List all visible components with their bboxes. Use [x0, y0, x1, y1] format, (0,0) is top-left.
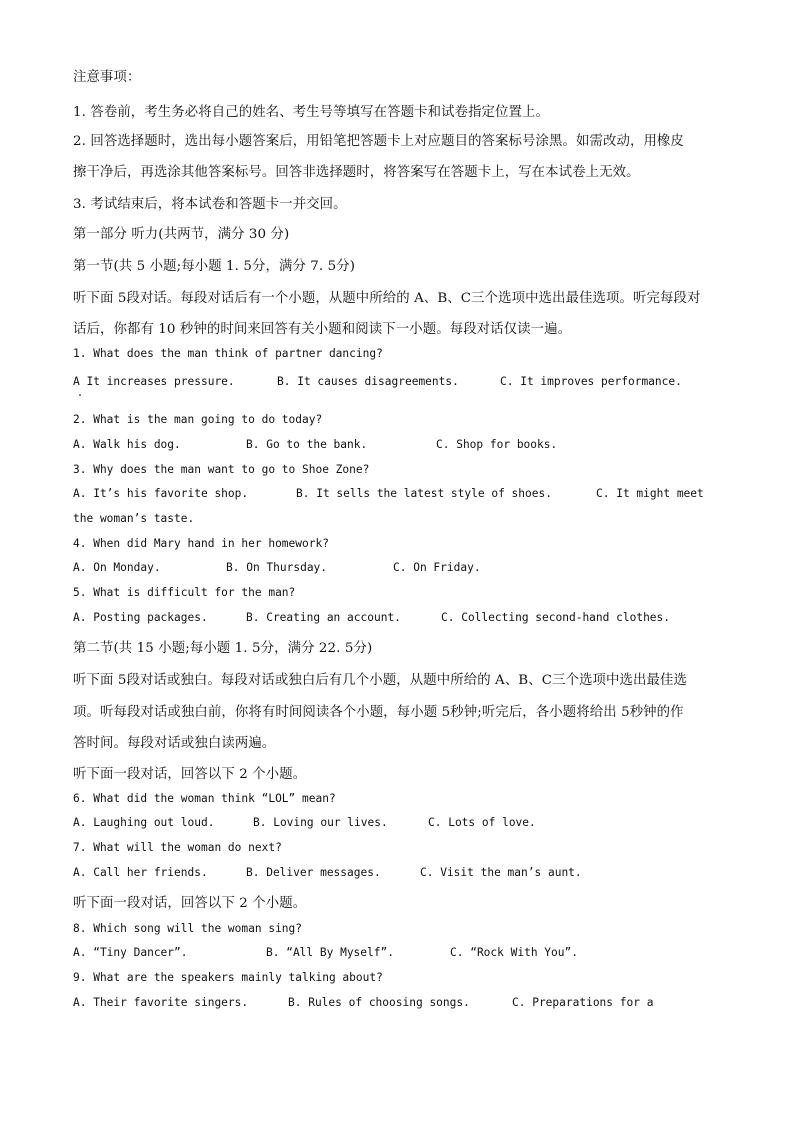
- question-4: 4. When did Mary hand in her homework?: [73, 537, 329, 550]
- question-3: 3. Why does the man want to go to Shoe Zone?: [73, 463, 370, 476]
- q9-option-a: A. Their favorite singers.: [73, 996, 249, 1009]
- question-6: 6. What did the woman think “LOL” mean?: [73, 792, 336, 805]
- section2-instructions-3: 答时间。每段对话或独白读两遍。: [73, 736, 276, 751]
- dialogue-group-2: 听下面一段对话，回答以下 2 个小题。: [73, 896, 307, 911]
- q7-option-c: C. Visit the man’s aunt.: [420, 866, 582, 879]
- q5-option-c: C. Collecting second-hand clothes.: [441, 611, 671, 624]
- section2-instructions-2: 项。听每段对话或独白前，你将有时间阅读各个小题，每小题 5秒钟;听完后，各小题将给出 5秒钟的作: [73, 705, 684, 720]
- q4-option-c: C. On Friday.: [393, 561, 481, 574]
- section1-instructions-1: 听下面 5段对话。每段对话后有一个小题，从题中所给的 A、B、C三个选项中选出最佳选项。听完每段对: [73, 291, 701, 306]
- q2-option-c: C. Shop for books.: [436, 438, 558, 451]
- q5-option-a: A. Posting packages.: [73, 611, 208, 624]
- question-1: 1. What does the man think of partner dancing?: [73, 347, 383, 360]
- q8-option-c: C. “Rock With You”.: [450, 946, 578, 959]
- q2-option-a: A. Walk his dog.: [73, 438, 181, 451]
- dialogue-group-1: 听下面一段对话，回答以下 2 个小题。: [73, 767, 307, 782]
- q7-option-a: A. Call her friends.: [73, 866, 208, 879]
- part1-title: 第一部分 听力(共两节，满分 30 分): [73, 227, 290, 242]
- q1-option-a: A It increases pressure.: [73, 375, 235, 388]
- q3-option-a: A. It’s his favorite shop.: [73, 487, 249, 500]
- notice-item-1: 1. 答卷前，考生务必将自己的姓名、考生号等填写在答题卡和试卷指定位置上。: [73, 105, 550, 120]
- notice-item-2-cont: 擦干净后，再选涂其他答案标号。回答非选择题时，将答案写在答题卡上，写在本试卷上无效。: [73, 165, 640, 180]
- question-8: 8. Which song will the woman sing?: [73, 922, 303, 935]
- stray-dot: [79, 394, 81, 396]
- q9-option-b: B. Rules of choosing songs.: [288, 996, 470, 1009]
- notice-title: 注意事项：: [73, 70, 141, 85]
- q3-option-c-cont: the woman’s taste.: [73, 512, 195, 525]
- question-7: 7. What will the woman do next?: [73, 841, 282, 854]
- q5-option-b: B. Creating an account.: [246, 611, 401, 624]
- q8-option-a: A. “Tiny Dancer”.: [73, 946, 188, 959]
- q4-option-b: B. On Thursday.: [226, 561, 328, 574]
- question-5: 5. What is difficult for the man?: [73, 586, 296, 599]
- notice-item-3: 3. 考试结束后，将本试卷和答题卡一并交回。: [73, 197, 347, 212]
- q6-option-b: B. Loving our lives.: [253, 816, 388, 829]
- q1-option-b: B. It causes disagreements.: [277, 375, 459, 388]
- section2-title: 第二节(共 15 小题;每小题 1. 5分，满分 22. 5分): [73, 641, 373, 656]
- section2-instructions-1: 听下面 5段对话或独白。每段对话或独白后有几个小题，从题中所给的 A、B、C三个选项中选出最佳选: [73, 673, 687, 688]
- section1-title: 第一节(共 5 小题;每小题 1. 5分，满分 7. 5分): [73, 259, 356, 274]
- notice-item-2: 2. 回答选择题时，选出每小题答案后，用铅笔把答题卡上对应题目的答案标号涂黑。如需改动，用橡皮: [73, 134, 684, 149]
- q2-option-b: B. Go to the bank.: [246, 438, 368, 451]
- q6-option-c: C. Lots of love.: [428, 816, 536, 829]
- q4-option-a: A. On Monday.: [73, 561, 161, 574]
- q1-option-c: C. It improves performance.: [500, 375, 682, 388]
- q9-option-c: C. Preparations for a: [512, 996, 654, 1009]
- q7-option-b: B. Deliver messages.: [246, 866, 381, 879]
- q6-option-a: A. Laughing out loud.: [73, 816, 215, 829]
- q3-option-c: C. It might meet: [596, 487, 704, 500]
- section1-instructions-2: 话后，你都有 10 秒钟的时间来回答有关小题和阅读下一小题。每段对话仅读一遍。: [73, 322, 572, 337]
- q3-option-b: B. It sells the latest style of shoes.: [296, 487, 552, 500]
- question-9: 9. What are the speakers mainly talking about?: [73, 971, 383, 984]
- q8-option-b: B. “All By Myself”.: [266, 946, 394, 959]
- question-2: 2. What is the man going to do today?: [73, 413, 323, 426]
